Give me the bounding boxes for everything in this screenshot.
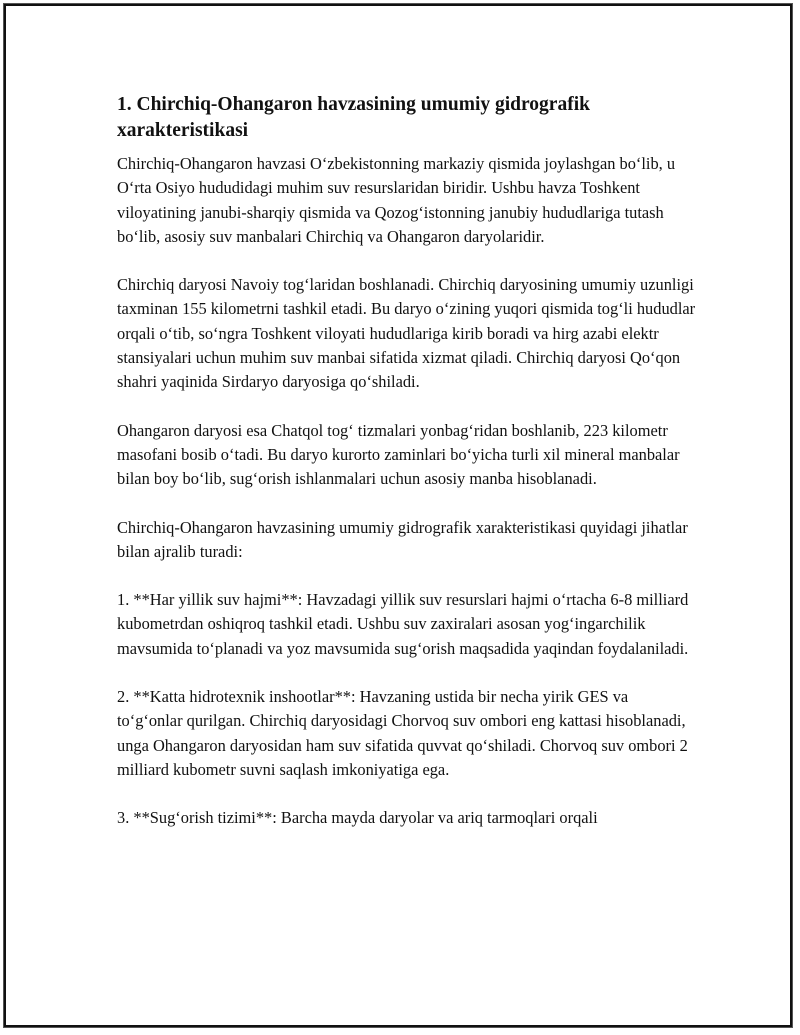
list-item-irrigation: 3. **Sug‘orish tizimi**: Barcha mayda daryolar va ariq tarmoqlari orqali (117, 808, 598, 828)
paragraph-chirchiq: Chirchiq daryosi Navoiy tog‘laridan boshlanadi. Chirchiq daryosining umumiy uzunligi taxminan 155 kilometrni tashkil etadi. Bu daryo o‘zining yuqori qismida tog‘li hududlar orqali o‘tib, so‘ngra Toshkent viloyati hududlariga kirib boradi va hirg azabi elektr stansiyalari uchun muhim suv manbai sifatida xizmat qiladi. Chirchiq daryosi Qo‘qon shahri yaqinida Sirdaryo daryosiga qo‘shiladi. (117, 275, 696, 392)
section-heading: 1. Chirchiq-Ohangaron havzasining umumiy gidrografik xarakteristikasi (117, 94, 590, 141)
document-body (117, 92, 697, 855)
paragraph-characteristics-intro: Chirchiq-Ohangaron havzasining umumiy gidrografik xarakteristikasi quyidagi jihatlar bilan ajralib turadi: (117, 517, 688, 561)
list-item-annual-volume: 1. **Har yillik suv hajmi**: Havzadagi yillik suv resurslari hajmi o‘rtacha 6-8 milliard kubometrdan oshiqroq tashkil etadi. Ushbu suv zaxiralari asosan yog‘ingarchilik mavsumida to‘planadi va yoz mavsumida sug‘orish maqsadida yaqindan foydalaniladi. (117, 590, 689, 658)
paragraph-intro: Chirchiq-Ohangaron havzasi O‘zbekistonning markaziy qismida joylashgan bo‘lib, u O‘rta Osiyo hududidagi muhim suv resurslaridan biridir. Ushbu havza Toshkent viloyatining janubi-sharqiy qismida va Qozog‘istonning janubiy hududlariga tutash bo‘lib, asosiy suv manbalari Chirchiq va Ohangaron daryolaridir. (117, 154, 676, 246)
paragraph-ohangaron: Ohangaron daryosi esa Chatqol tog‘ tizmalari yonbag‘ridan boshlanib, 223 kilometr masofani bosib o‘tadi. Bu daryo kurorto zaminlari bo‘yicha turli xil mineral manbalar bilan boy bo‘lib, sug‘orish ishlanmalari uchun asosiy manba hisoblanadi. (117, 420, 680, 489)
list-item-hydro-structures: 2. **Katta hidrotexnik inshootlar**: Havzaning ustida bir necha yirik GES va to‘g‘onlar qurilgan. Chirchiq daryosidagi Chorvoq suv ombori eng kattasi hisoblanadi, unga Ohangaron daryosidan ham suv sifatida quvvat qo‘shiladi. Chorvoq suv ombori 2 milliard kubometr suvni saqlash imkoniyatiga ega. (117, 687, 688, 779)
